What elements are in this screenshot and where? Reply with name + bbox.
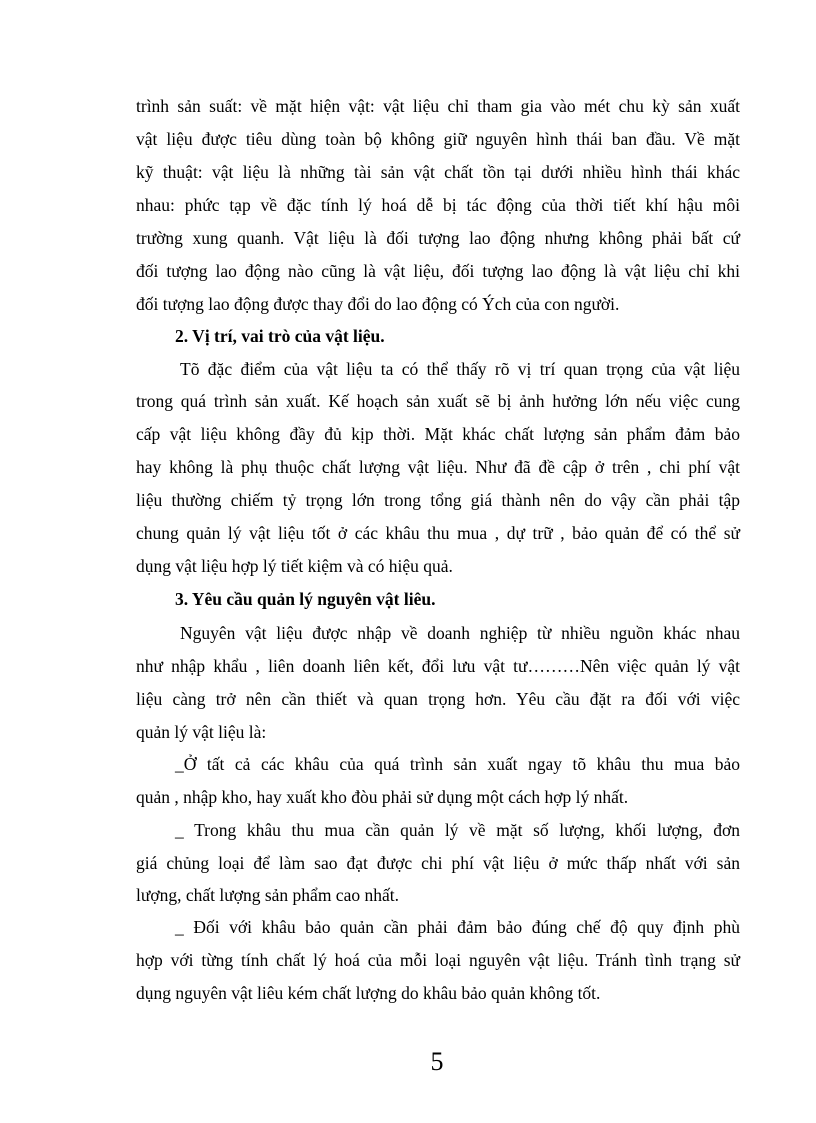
paragraph-1-line-2: vật liệu được tiêu dùng toàn bộ không giữ nguyên hình thái ban đầu. Về mặt <box>136 129 740 149</box>
paragraph-3-line-4: quản lý vật liệu là: <box>136 722 267 742</box>
paragraph-4-line-1: _Ở tất cả các khâu của quá trình sản xuất ngay tõ khâu thu mua bảo <box>175 754 740 774</box>
paragraph-2-line-1: Tõ đặc điểm của vật liệu ta có thể thấy rõ vị trí quan trọng của vật liệu <box>180 359 740 379</box>
paragraph-2-line-2: trong quá trình sản xuất. Kế hoạch sản xuất sẽ bị ảnh hưởng lớn nếu việc cung <box>136 391 740 411</box>
page-number: 5 <box>430 1047 444 1076</box>
paragraph-2-line-7: dụng vật liệu hợp lý tiết kiệm và có hiệu quả. <box>136 556 453 576</box>
paragraph-3-line-1: Nguyên vật liệu được nhập về doanh nghiệp từ nhiều nguồn khác nhau <box>180 623 740 643</box>
paragraph-1-line-7: đối tượng lao động được thay đổi do lao động có Ých của con người. <box>136 294 620 314</box>
paragraph-5-line-2: giá chủng loại để làm sao đạt được chi phí vật liệu ở mức thấp nhất với sản <box>136 853 740 873</box>
paragraph-6-line-2: hợp với từng tính chất lý hoá của mỗi loại nguyên vật liệu. Tránh tình trạng sử <box>136 950 740 970</box>
paragraph-6-line-3: dụng nguyên vật liêu kém chất lượng do khâu bảo quản không tốt. <box>136 983 601 1003</box>
paragraph-1-line-6: đối tượng lao động nào cũng là vật liệu, đối tượng lao động là vật liệu chỉ khi <box>136 261 740 281</box>
paragraph-5-line-3: lượng, chất lượng sản phẩm cao nhất. <box>136 885 399 905</box>
paragraph-1-line-5: trường xung quanh. Vật liệu là đối tượng lao động nhưng không phải bất cứ <box>136 228 740 248</box>
section-heading-2: 2. Vị trí, vai trò của vật liệu. <box>175 326 385 346</box>
paragraph-2-line-3: cấp vật liệu không đầy đủ kịp thời. Mặt khác chất lượng sản phẩm đảm bảo <box>136 424 740 444</box>
paragraph-3-line-2: như nhập khẩu , liên doanh liên kết, đổi lưu vật tư………Nên việc quản lý vật <box>136 656 740 676</box>
paragraph-2-line-4: hay không là phụ thuộc chất lượng vật liệu. Như đã đề cập ở trên , chi phí vật <box>136 457 740 477</box>
paragraph-2-line-6: chung quản lý vật liệu tốt ở các khâu thu mua , dự trữ , bảo quản để có thể sử <box>136 523 740 543</box>
paragraph-4-line-2: quản , nhập kho, hay xuất kho đòu phải sử dụng một cách hợp lý nhất. <box>136 787 629 807</box>
paragraph-1-line-4: nhau: phức tạp về đặc tính lý hoá dễ bị tác động của thời tiết khí hậu môi <box>136 195 740 215</box>
paragraph-5-line-1: _ Trong khâu thu mua cần quản lý về mặt số lượng, khối lượng, đơn <box>175 820 740 840</box>
paragraph-2-line-5: liệu thường chiếm tỷ trọng lớn trong tổng giá thành nên do vậy cần phải tập <box>136 490 740 510</box>
paragraph-3-line-3: liệu càng trở nên cần thiết và quan trọng hơn. Yêu cầu đặt ra đối với việc <box>136 689 740 709</box>
section-heading-3: 3. Yêu cầu quản lý nguyên vật liêu. <box>175 589 436 609</box>
paragraph-1-line-1: trình sản suất: về mặt hiện vật: vật liệu chỉ tham gia vào mét chu kỳ sản xuất <box>136 96 740 116</box>
paragraph-6-line-1: _ Đối với khâu bảo quản cần phải đảm bảo đúng chế độ quy định phù <box>175 917 740 937</box>
paragraph-1-line-3: kỹ thuật: vật liệu là những tài sản vật chất tồn tại dưới nhiều hình thái khác <box>136 162 740 182</box>
